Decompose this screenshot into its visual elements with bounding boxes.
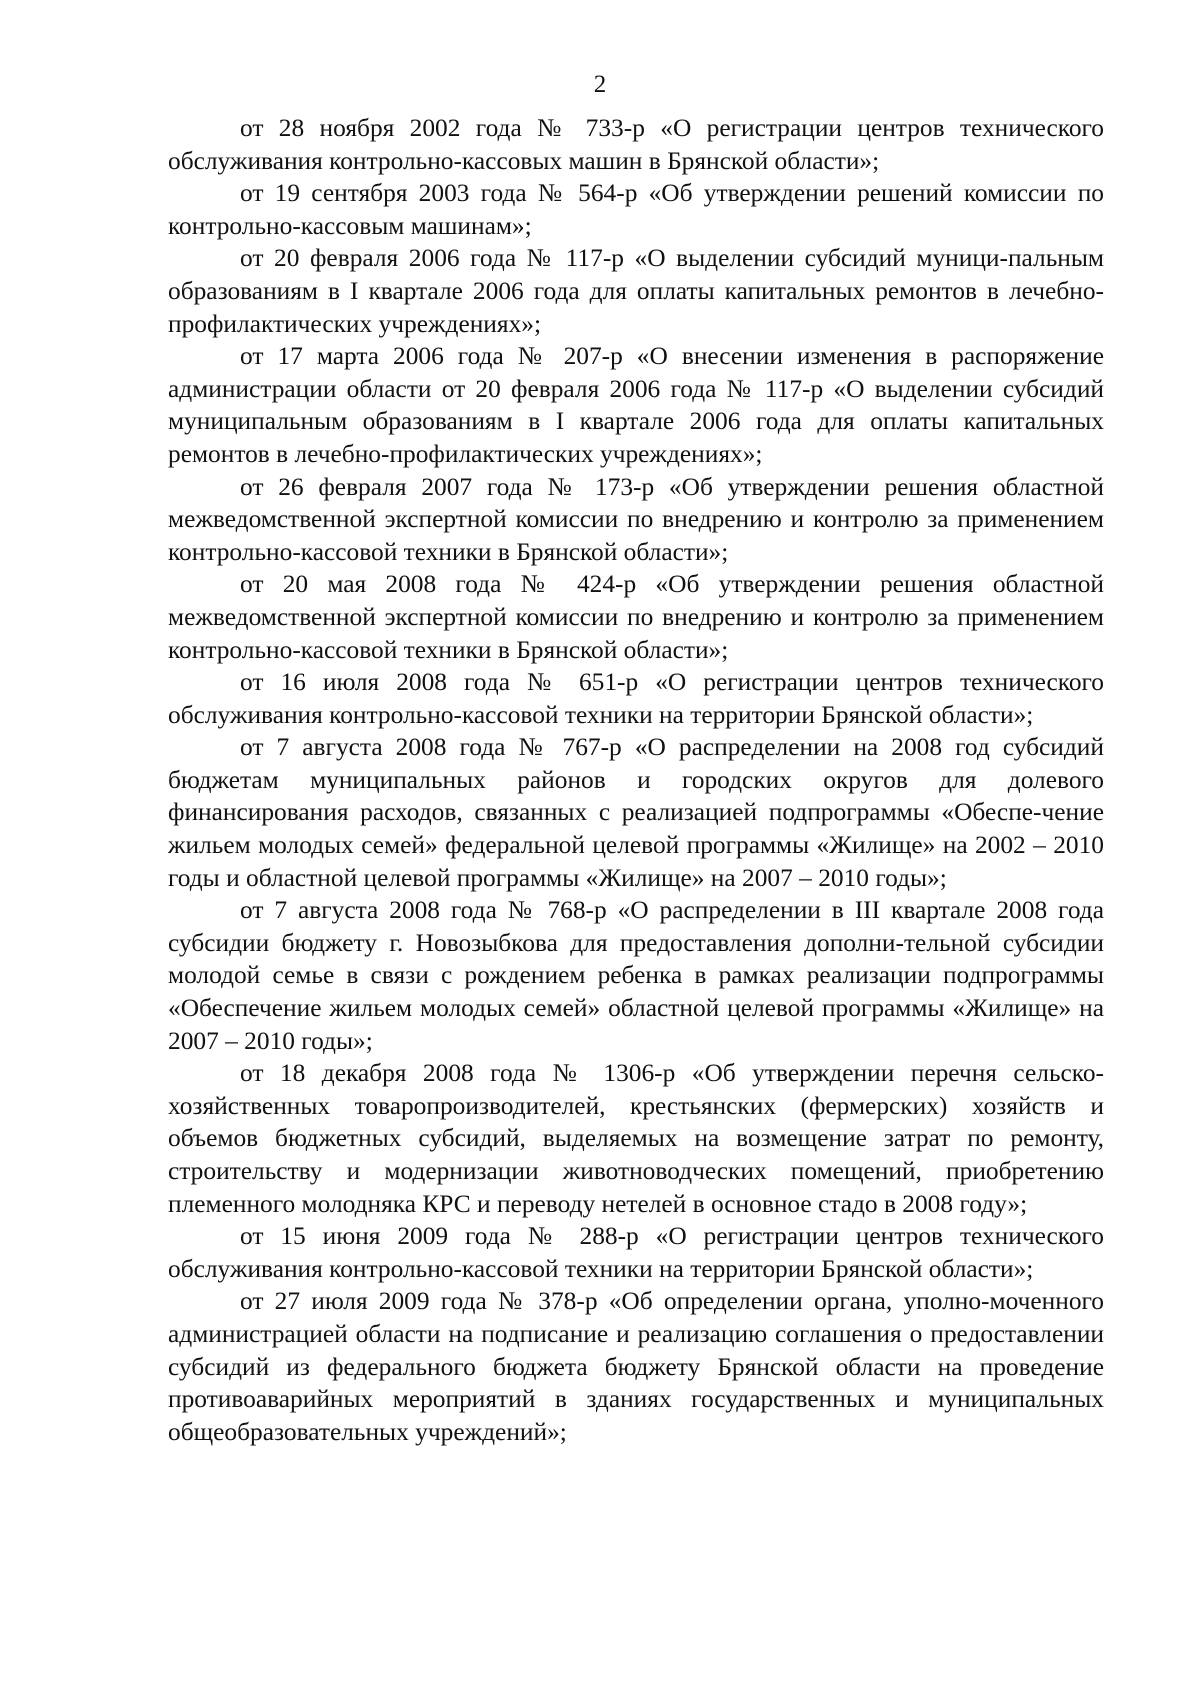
page-number: 2	[593, 71, 607, 98]
decree-paragraph: от 26 февраля 2007 года № 173-р «Об утверждении решения областной межведомственной экспертной комиссии по внедрению и контролю за применением контрольно-кассовой техники в Брянской области»;	[168, 472, 1104, 566]
document-body	[168, 112, 1104, 1448]
decree-paragraph: от 7 августа 2008 года № 768-р «О распределении в III квартале 2008 года субсидии бюджету г. Новозыбкова для предоставления дополни-тельной субсидии молодой семье в связи с рождением ребенка в рамках реализации подпрограммы «Обеспечение жильем молодых семей» областной целевой программы «Жилище» на 2007 – 2010 годы»;	[168, 896, 1104, 1055]
decree-paragraph: от 28 ноября 2002 года № 733-р «О регистрации центров технического обслуживания контрольно-кассовых машин в Брянской области»;	[168, 114, 1104, 175]
decree-paragraph: от 18 декабря 2008 года № 1306-р «Об утверждении перечня сельско-хозяйственных товаропроизводителей, крестьянских (фермерских) хозяйств и объемов бюджетных субсидий, выделяемых на возмещение затрат по ремонту, строительству и модернизации животноводческих помещений, приобретению племенного молодняка КРС и переводу нетелей в основное стадо в 2008 году»;	[168, 1059, 1104, 1218]
decree-paragraph: от 17 марта 2006 года № 207-р «О внесении изменения в распоряжение администрации области от 20 февраля 2006 года № 117-р «О выделении субсидий муниципальным образованиям в I квартале 2006 года для оплаты капитальных ремонтов в лечебно-профилактических учреждениях»;	[168, 342, 1104, 468]
decree-paragraph: от 20 февраля 2006 года № 117-р «О выделении субсидий муници-пальным образованиям в I квартале 2006 года для оплаты капитальных ремонтов в лечебно-профилактических учреждениях»;	[168, 244, 1104, 338]
decree-paragraph: от 20 мая 2008 года № 424-р «Об утверждении решения областной межведомственной экспертной комиссии по внедрению и контролю за применением контрольно-кассовой техники в Брянской области»;	[168, 570, 1104, 664]
decree-paragraph: от 16 июля 2008 года № 651-р «О регистрации центров технического обслуживания контрольно-кассовой техники на территории Брянской области»;	[168, 668, 1104, 729]
decree-paragraph: от 19 сентября 2003 года № 564-р «Об утверждении решений комиссии по контрольно-кассовым машинам»;	[168, 179, 1104, 240]
decree-paragraph: от 7 августа 2008 года № 767-р «О распределении на 2008 год субсидий бюджетам муниципальных районов и городских округов для долевого финансирования расходов, связанных с реализацией подпрограммы «Обеспе-чение жильем молодых семей» федеральной целевой программы «Жилище» на 2002 – 2010 годы и областной целевой программы «Жилище» на 2007 – 2010 годы»;	[168, 733, 1104, 892]
decree-paragraph: от 27 июля 2009 года № 378-р «Об определении органа, уполно-моченного администрацией области на подписание и реализацию соглашения о предоставлении субсидий из федерального бюджета бюджету Брянской области на проведение противоаварийных мероприятий в зданиях государственных и муниципальных общеобразовательных учреждений»;	[168, 1287, 1104, 1446]
decree-paragraph: от 15 июня 2009 года № 288-р «О регистрации центров технического обслуживания контрольно-кассовой техники на территории Брянской области»;	[168, 1222, 1104, 1283]
